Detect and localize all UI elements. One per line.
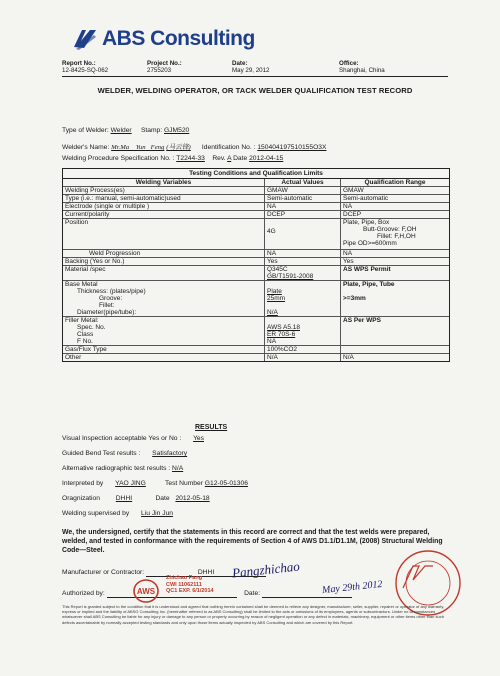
visual-inspection-line xyxy=(62,435,214,442)
welder-type-line xyxy=(62,127,189,134)
table-row xyxy=(63,211,449,219)
position-range-line: Plate, Pipe, Box xyxy=(343,219,390,226)
other-range: N/A xyxy=(343,354,354,361)
gas-range xyxy=(341,346,449,353)
document-title: WELDER, WELDING OPERATOR, OR TACK WELDER QUALIFICATION TEST RECORD xyxy=(97,86,413,95)
org-value: DHHI xyxy=(115,495,133,502)
authorized-label: Authorized by: xyxy=(62,590,105,597)
visual-value: Yes xyxy=(193,435,204,442)
base-metal-row xyxy=(63,281,449,317)
filler-actual xyxy=(265,317,341,345)
table-row xyxy=(63,203,449,211)
thickness-label: Thickness: (plates/pipe) xyxy=(77,288,146,295)
filler-fno-value: NA xyxy=(267,338,277,345)
report-no-label: Report No.: xyxy=(62,60,96,67)
wps-value: T2244-33 xyxy=(176,155,205,162)
welder-type-label: Type of Welder: xyxy=(62,127,109,134)
row-actual: GMAW xyxy=(265,187,341,194)
result-date-label: Date xyxy=(155,495,170,502)
base-metal-label: Base Metal xyxy=(65,281,98,288)
visual-label: Visual Inspection acceptable Yes or No : xyxy=(62,435,182,442)
header-divider xyxy=(62,76,448,77)
guided-value: Satisfactory xyxy=(152,450,188,457)
filler-metal-label: Filler Metal: xyxy=(65,317,99,324)
material-actual xyxy=(265,266,341,280)
sup-label: Welding supervised by xyxy=(62,510,130,517)
base-form-range: Plate, Pipe, Tube xyxy=(343,281,395,288)
col-header-actual: Actual Values xyxy=(265,179,341,186)
table-row xyxy=(63,187,449,195)
organization-line xyxy=(62,495,214,502)
manufacturer-label: Manufacturer or Contractor: xyxy=(62,569,145,576)
base-diameter-value: N/A xyxy=(267,309,278,316)
welder-type-value: Welder xyxy=(110,127,132,134)
diameter-label: Diameter(pipe/tube): xyxy=(77,309,137,316)
gas-row xyxy=(63,346,449,354)
radiographic-line xyxy=(62,465,195,472)
guided-bend-line xyxy=(62,450,197,457)
org-label: Oragnization xyxy=(62,495,100,502)
welder-name-value: Mr.Ma Yun Feng xyxy=(111,144,165,151)
filler-class-value: ER 70S-6 xyxy=(267,331,296,338)
base-metal-range xyxy=(341,281,449,316)
other-actual: N/A xyxy=(265,354,341,361)
weld-progression-actual: NA xyxy=(265,250,341,257)
row-range: NA xyxy=(343,203,353,210)
position-range-line: Fillet: F,H,OH xyxy=(377,233,416,240)
row-range: GMAW xyxy=(343,187,364,194)
certification-statement: We, the undersigned, certify that the statements in this record are correct and that the test welds were prepared, welded, and tested in conformance with the requirements of Section 4 of AWS D1.1/D1.1M, (2008) Structural Welding Code—Steel. xyxy=(62,529,443,555)
backing-actual: Yes xyxy=(265,258,341,265)
filler-metal-row xyxy=(63,317,449,346)
base-metal-actual xyxy=(265,281,341,316)
cwi-number: CWI 11062111 xyxy=(166,581,202,588)
backing-range: Yes xyxy=(343,258,354,265)
interp-label: Interpreted by xyxy=(62,480,104,487)
welder-name-cn: (马云锋) xyxy=(166,144,191,151)
disclaimer-text: This Report is granted subject to the condition that it is understood and agreed that nothing herein contained shall be deemed to relieve any designer, manufacturer, seller, supplier, repairer or operator of any warranty, express or implied and the liability of ABSG Consulting Inc. (hereinafter referred to as ABS Consulting) shall be limited to the acts or omissions of its employees, agents or subcontractors. Under no circumstances whatsoever shall ABS Consulting be liable for any injury or damage to any person or property occurring by reason of negligent operation or any defect in materials, machinery, equipment or other items other than such defects ascertainable by normally accepted testing standards and only upon those items actually inspected by ABS Consulting and which are covered by this Report. xyxy=(62,604,445,625)
groove-label: Groove: xyxy=(99,295,123,302)
manufacturer-value: DHHI xyxy=(146,569,266,577)
project-no: 2755203 xyxy=(147,67,172,74)
rev-date-label: Date xyxy=(233,155,248,162)
position-row xyxy=(63,219,449,250)
col-header-range: Qualification Range xyxy=(364,179,426,186)
base-metal-label-group xyxy=(63,281,265,316)
rev-value: A xyxy=(227,155,232,162)
signature-date: May 29th 2012 xyxy=(321,578,383,597)
row-variable: Current/polarity xyxy=(63,211,265,218)
filler-label-group xyxy=(63,317,265,345)
cwi-expiry: QC1 EXP. 6/1/2014 xyxy=(166,588,214,594)
filler-range: AS Per WPS xyxy=(343,317,381,324)
cwi-name: Zhichao Pang xyxy=(166,575,203,581)
other-row xyxy=(63,354,449,361)
stamp-label: Stamp: xyxy=(140,127,163,134)
class-label: Class xyxy=(77,331,94,338)
weld-progression-range: NA xyxy=(343,250,353,257)
base-form-value: Plate xyxy=(267,288,282,295)
rev-date-value: 2012-04-15 xyxy=(249,155,284,162)
position-label: Position xyxy=(63,219,265,249)
position-range-line: Pipe OD>=600mm xyxy=(343,240,397,247)
company-logo xyxy=(72,26,255,52)
weld-progression-row xyxy=(63,250,449,258)
spec-label: Spec. No. xyxy=(77,324,106,331)
radio-value: N/A xyxy=(172,465,184,472)
office: Shanghai, China xyxy=(339,67,385,74)
interp-value: YAO JING xyxy=(115,480,146,487)
wps-line xyxy=(62,155,283,162)
position-actual: 4G xyxy=(265,219,341,249)
row-actual: NA xyxy=(265,203,341,210)
material-standard: GB/T1591-2008 xyxy=(267,273,314,280)
result-date-value: 2012-05-18 xyxy=(175,495,210,502)
filler-spec-value: AWS A5.18 xyxy=(267,324,300,331)
weld-progression-label: Weld Progression xyxy=(63,250,265,257)
position-range-line: Butt-Groove: F,OH xyxy=(363,226,417,233)
office-label: Office: xyxy=(339,60,359,67)
project-no-label: Project No.: xyxy=(147,60,182,67)
row-range: DCEP xyxy=(343,211,362,218)
gas-label: Gas/Flux Type xyxy=(63,346,265,353)
position-range xyxy=(341,219,449,249)
authorized-signature: Pangzhichao xyxy=(231,558,301,581)
backing-row xyxy=(63,258,449,266)
report-date: May 29, 2012 xyxy=(232,67,270,74)
row-variable: Type (i.e.: manual, semi-automatic)used xyxy=(63,195,265,202)
fno-label: F No. xyxy=(77,338,93,345)
report-date-label: Date: xyxy=(232,60,248,67)
material-grade: Q345C xyxy=(267,266,288,273)
material-label: Material /spec xyxy=(63,266,265,280)
supervised-line xyxy=(62,510,183,517)
other-label: Other xyxy=(63,354,265,361)
col-header-variables: Welding Variables xyxy=(63,179,265,186)
material-range: AS WPS Permit xyxy=(343,266,391,273)
base-thickness-range: >=3mm xyxy=(343,295,366,302)
cwi-stamp-text xyxy=(166,575,214,595)
wps-label: Welding Procedure Specification No. : xyxy=(62,155,175,162)
guided-label: Guided Bend Test results : xyxy=(62,450,141,457)
company-name: ABS Consulting xyxy=(102,27,255,50)
stamp-value: GJM520 xyxy=(163,127,190,134)
fillet-label: Fillet: xyxy=(99,302,115,309)
id-value: 150404197510155O3X xyxy=(257,144,327,151)
base-thickness-value: 25mm xyxy=(267,295,286,302)
welder-name-label: Welder's Name: xyxy=(62,144,110,151)
material-row xyxy=(63,266,449,281)
results-title: RESULTS xyxy=(195,424,228,431)
welder-name-line xyxy=(62,141,326,151)
row-variable: Welding Process(es) xyxy=(63,187,265,194)
row-actual: Semi-automatic xyxy=(265,195,341,202)
backing-label: Backing (Yes or No.) xyxy=(63,258,265,265)
sign-date-label: Date: xyxy=(244,590,261,597)
row-actual: DCEP xyxy=(265,211,341,218)
interpreted-line xyxy=(62,480,248,487)
gas-actual: 100%CO2 xyxy=(265,346,341,353)
table-header-row xyxy=(63,179,449,187)
row-range: Semi-automatic xyxy=(343,195,389,202)
svg-text:AWS: AWS xyxy=(136,587,156,596)
testing-conditions-table xyxy=(62,168,450,362)
report-no: 12-8425-SQ-062 xyxy=(62,67,109,74)
table-section-title: Testing Conditions and Qualification Limits xyxy=(63,169,449,179)
rev-label: Rev. xyxy=(212,155,226,162)
testno-label: Test Number xyxy=(165,480,203,487)
testno-value: G12-05-01306 xyxy=(204,480,248,487)
sup-value: Liu Jin Jun xyxy=(141,510,174,517)
id-label: Identification No. : xyxy=(201,144,256,151)
row-variable: Electrode (single or multiple ) xyxy=(63,203,265,210)
abs-logo-icon xyxy=(72,27,98,51)
table-row xyxy=(63,195,449,203)
radio-label: Alternative radiographic test results : xyxy=(62,465,171,472)
